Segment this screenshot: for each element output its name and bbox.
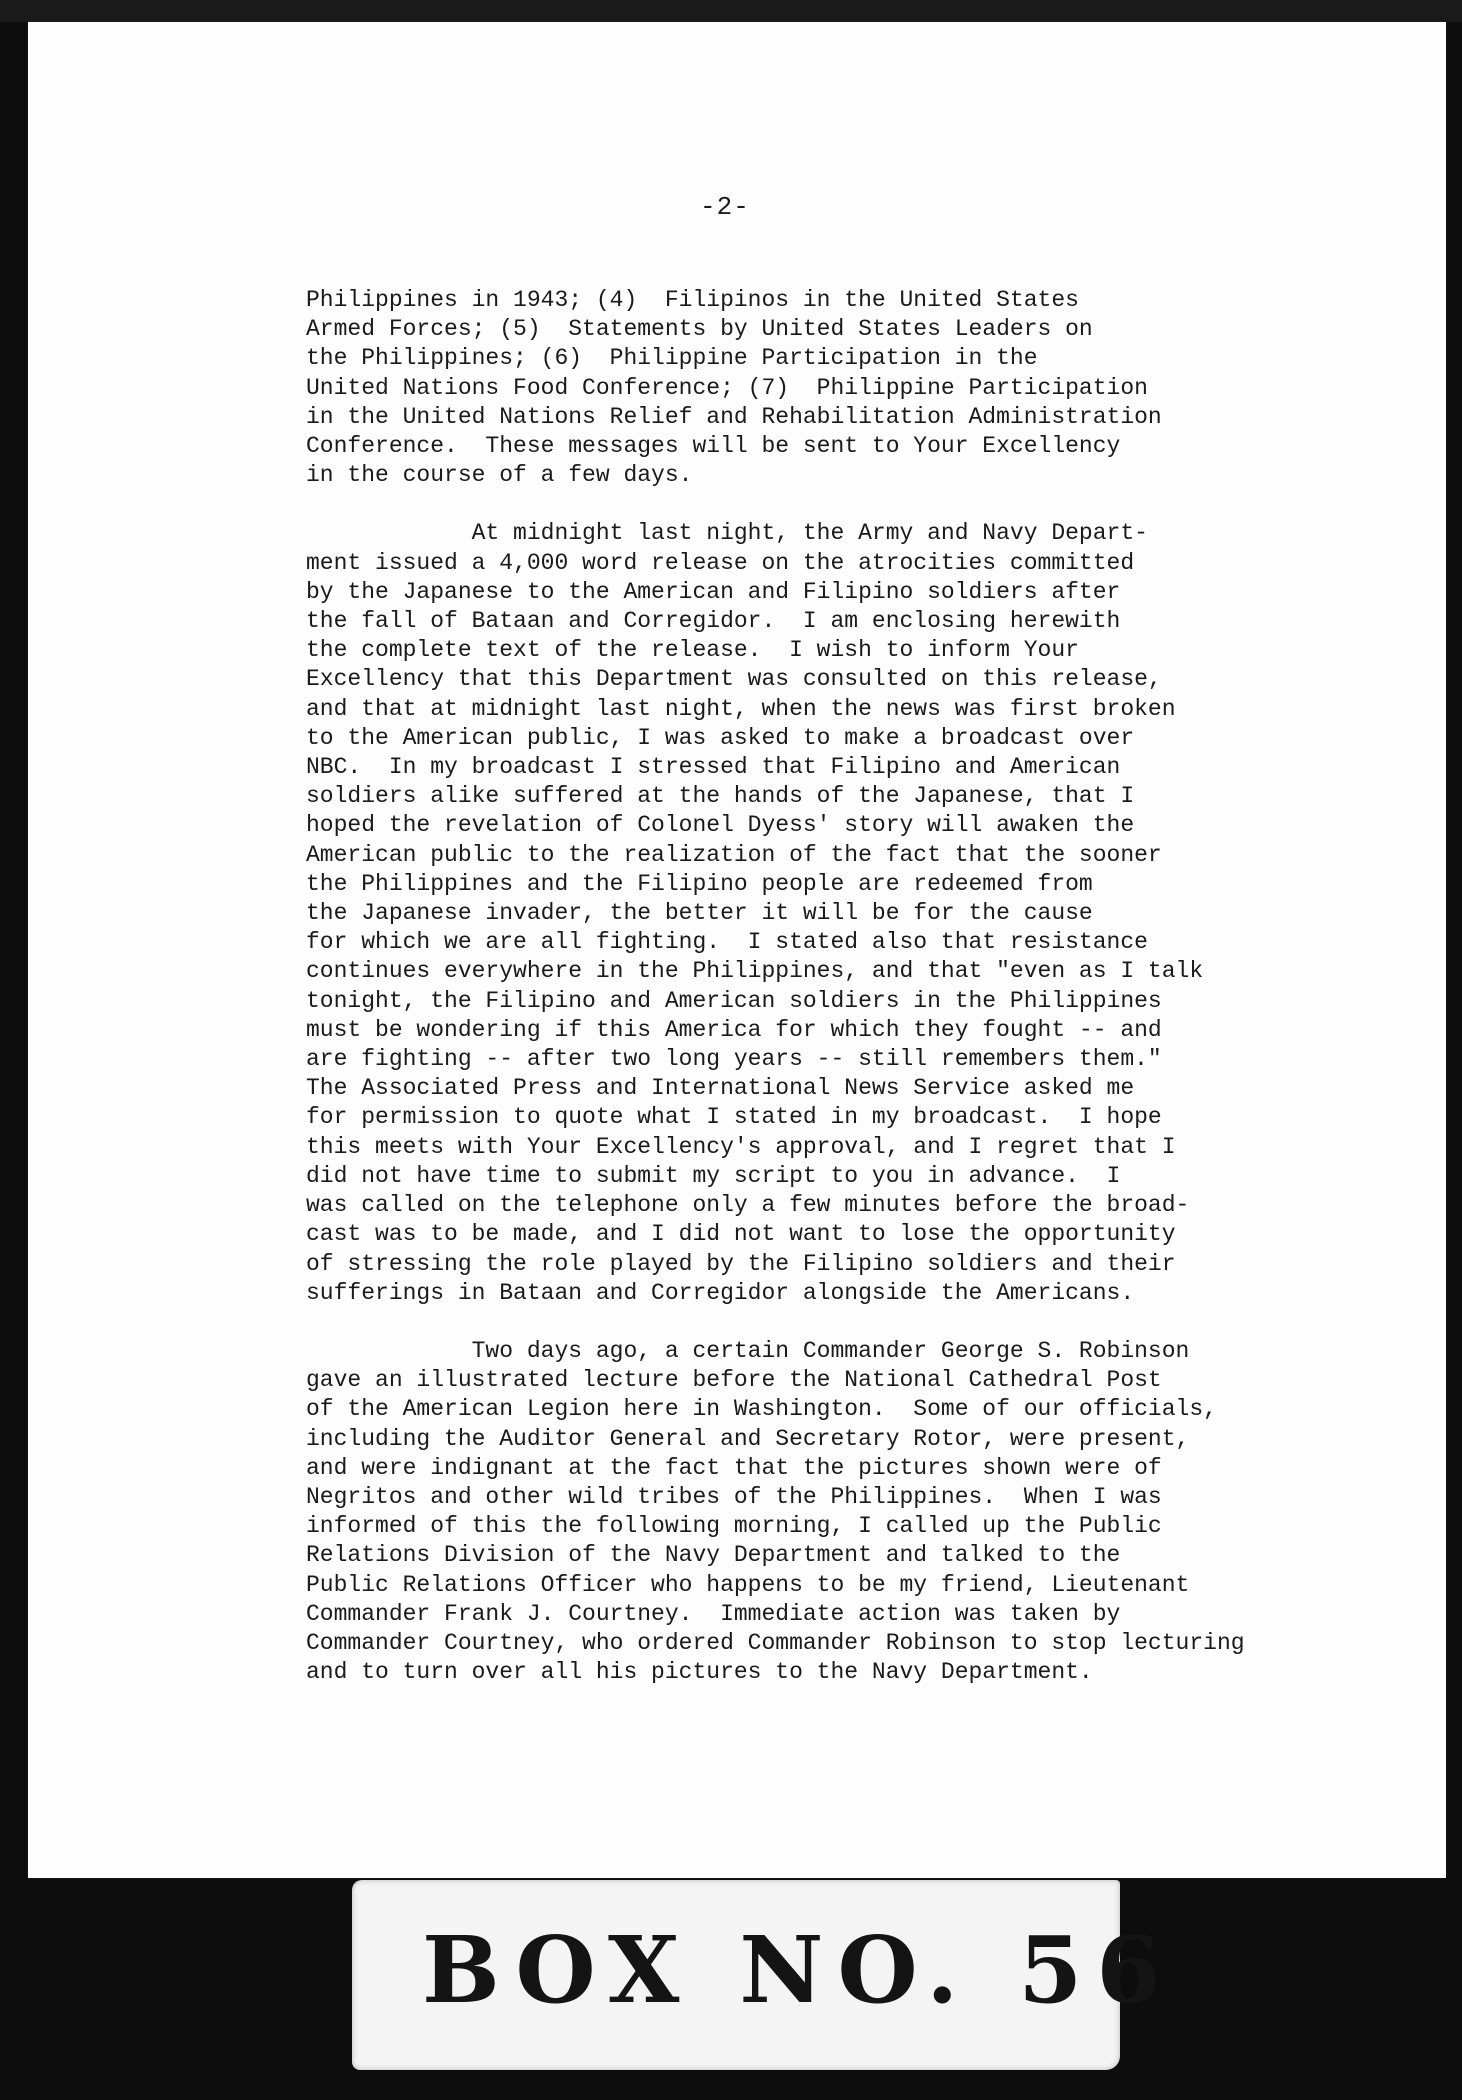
paragraph-gap (306, 1308, 1326, 1337)
text-line: for permission to quote what I stated in my broadcast. I hope (306, 1104, 1162, 1131)
text-line: American public to the realization of the fact that the sooner (306, 841, 1162, 868)
text-line: tonight, the Filipino and American soldiers in the Philippines (306, 987, 1162, 1014)
text-line: The Associated Press and International News Service asked me (306, 1075, 1135, 1102)
text-line: the Philippines and the Filipino people are redeemed from (306, 870, 1093, 897)
text-line: gave an illustrated lecture before the National Cathedral Post (306, 1367, 1162, 1394)
letter-body (306, 286, 1326, 1687)
text-line: and that at midnight last night, when the news was first broken (306, 695, 1176, 722)
text-line: are fighting -- after two long years -- still remembers them." (306, 1046, 1162, 1073)
text-line: ment issued a 4,000 word release on the atrocities committed (306, 549, 1135, 576)
text-line: At midnight last night, the Army and Navy Depart- (306, 520, 1148, 547)
text-line: Armed Forces; (5) Statements by United States Leaders on (306, 316, 1093, 343)
text-line: Commander Frank J. Courtney. Immediate action was taken by (306, 1600, 1121, 1627)
text-line: must be wondering if this America for which they fought -- and (306, 1016, 1162, 1043)
text-line: soldiers alike suffered at the hands of the Japanese, that I (306, 783, 1135, 810)
text-line: Negritos and other wild tribes of the Philippines. When I was (306, 1483, 1162, 1510)
text-line: informed of this the following morning, I called up the Public (306, 1513, 1162, 1540)
text-line: cast was to be made, and I did not want to lose the opportunity (306, 1221, 1176, 1248)
text-line: hoped the revelation of Colonel Dyess' story will awaken the (306, 812, 1135, 839)
text-line: did not have time to submit my script to you in advance. I (306, 1162, 1121, 1189)
text-line: of stressing the role played by the Filipino soldiers and their (306, 1250, 1176, 1277)
text-line: Philippines in 1943; (4) Filipinos in the United States (306, 287, 1079, 313)
text-line: the Philippines; (6) Philippine Participation in the (306, 345, 1038, 372)
text-line: sufferings in Bataan and Corregidor alongside the Americans. (306, 1279, 1135, 1306)
text-line: the fall of Bataan and Corregidor. I am enclosing herewith (306, 608, 1121, 635)
text-line: United Nations Food Conference; (7) Philippine Participation (306, 374, 1148, 401)
text-line: and were indignant at the fact that the pictures shown were of (306, 1454, 1162, 1481)
text-line: Two days ago, a certain Commander George S. Robinson (306, 1337, 1190, 1364)
scan-border (0, 0, 1462, 22)
text-line: Relations Division of the Navy Department and talked to the (306, 1542, 1121, 1569)
text-line: the Japanese invader, the better it will be for the cause (306, 900, 1093, 927)
archive-box-label (352, 1880, 1175, 2070)
text-line: including the Auditor General and Secretary Rotor, were present, (306, 1425, 1190, 1452)
text-line: Excellency that this Department was consulted on this release, (306, 666, 1162, 693)
text-line: the complete text of the release. I wish to inform Your (306, 637, 1079, 664)
text-line: this meets with Your Excellency's approval, and I regret that I (306, 1133, 1176, 1160)
paragraph-gap (306, 490, 1326, 519)
text-line: of the American Legion here in Washington. Some of our officials, (306, 1396, 1217, 1423)
text-line: in the course of a few days. (306, 462, 693, 489)
paragraph-2 (306, 519, 1326, 1307)
text-line: Commander Courtney, who ordered Commander Robinson to stop lecturing (306, 1629, 1245, 1656)
paragraph-3 (306, 1337, 1326, 1687)
text-line: and to turn over all his pictures to the Navy Department. (306, 1659, 1093, 1686)
text-line: by the Japanese to the American and Filipino soldiers after (306, 578, 1121, 605)
text-line: continues everywhere in the Philippines, and that "even as I talk (306, 958, 1204, 985)
text-line: in the United Nations Relief and Rehabilitation Administration (306, 403, 1162, 430)
text-line: to the American public, I was asked to make a broadcast over (306, 724, 1135, 751)
text-line: NBC. In my broadcast I stressed that Filipino and American (306, 754, 1121, 781)
text-line: Conference. These messages will be sent to Your Excellency (306, 433, 1121, 460)
box-number-text: BOX NO. 56 (422, 1916, 1175, 2024)
text-line: was called on the telephone only a few minutes before the broad- (306, 1192, 1190, 1219)
text-line: Public Relations Officer who happens to be my friend, Lieutenant (306, 1571, 1190, 1598)
page-number: -2- (700, 192, 750, 222)
paragraph-1 (306, 286, 1326, 490)
text-line: for which we are all fighting. I stated also that resistance (306, 929, 1148, 956)
